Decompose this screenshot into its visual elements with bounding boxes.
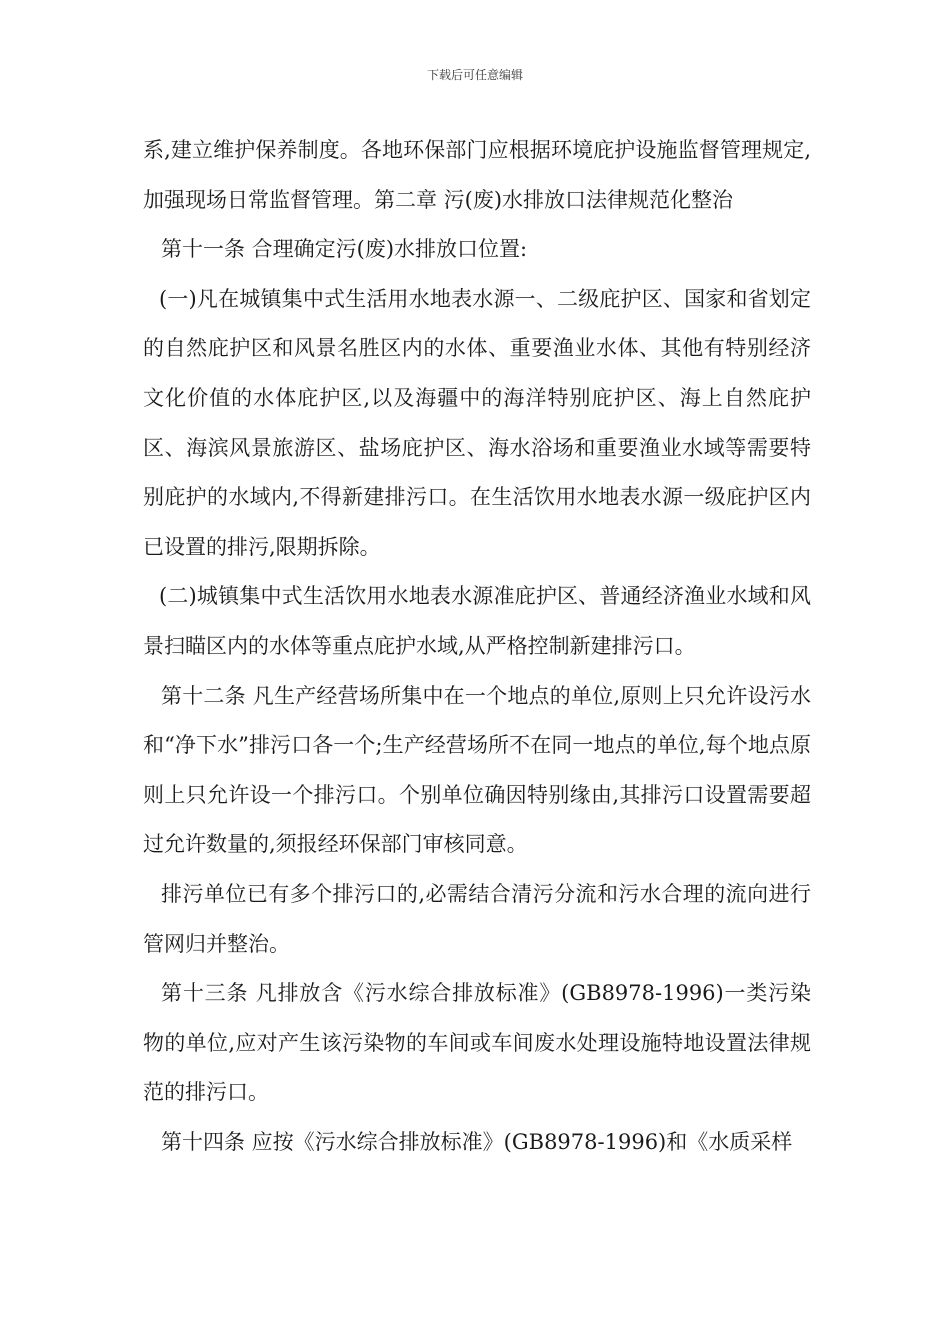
paragraph: 第十一条 合理确定污(废)水排放口位置: bbox=[161, 237, 528, 262]
paragraph: (二)城镇集中式生活饮用水地表水源准庇护区、普通经济渔业水域和风景扫瞄区内的水体等重点庇护水域,从严格控制新建排污口。 bbox=[143, 584, 811, 658]
paragraph: 排污单位已有多个排污口的,必需结合清污分流和污水合理的流向进行管网归并整治。 bbox=[143, 881, 811, 956]
paragraph: 第十二条 凡生产经营场所集中在一个地点的单位,原则上只允许设污水和“净下水”排污口各一个;生产经营场所不在同一地点的单位,每个地点原则上只允许设一个排污口。个别单位确因特别缘由,其排污口设置需要超过允许数量的,须报经环保部门审核同意。 bbox=[143, 683, 811, 857]
page-header: 下载后可任意编辑 bbox=[426, 68, 523, 82]
paragraph: (一)凡在城镇集中式生活用水地表水源一、二级庇护区、国家和省划定的自然庇护区和风景名胜区内的水体、重要渔业水体、其他有特别经济文化价值的水体庇护区,以及海疆中的海洋特别庇护区、海上自然庇护区、海滨风景旅游区、盐场庇护区、海水浴场和重要渔业水域等需要特别庇护的水域内,不得新建排污口。在生活饮用水地表水源一级庇护区内已设置的排污,限期拆除。 bbox=[143, 286, 811, 559]
document-body bbox=[143, 126, 811, 1167]
paragraph: 第十四条 应按《污水综合排放标准》(GB8978-1996)和《水质采样 bbox=[161, 1129, 793, 1154]
paragraph: 第十三条 凡排放含《污水综合排放标准》(GB8978-1996)一类污染物的单位,应对产生该污染物的车间或车间废水处理设施特地设置法律规范的排污口。 bbox=[143, 981, 811, 1105]
paragraph: 系,建立维护保养制度。各地环保部门应根据环境庇护设施监督管理规定,加强现场日常监督管理。第二章 污(废)水排放口法律规范化整治 bbox=[143, 138, 811, 212]
